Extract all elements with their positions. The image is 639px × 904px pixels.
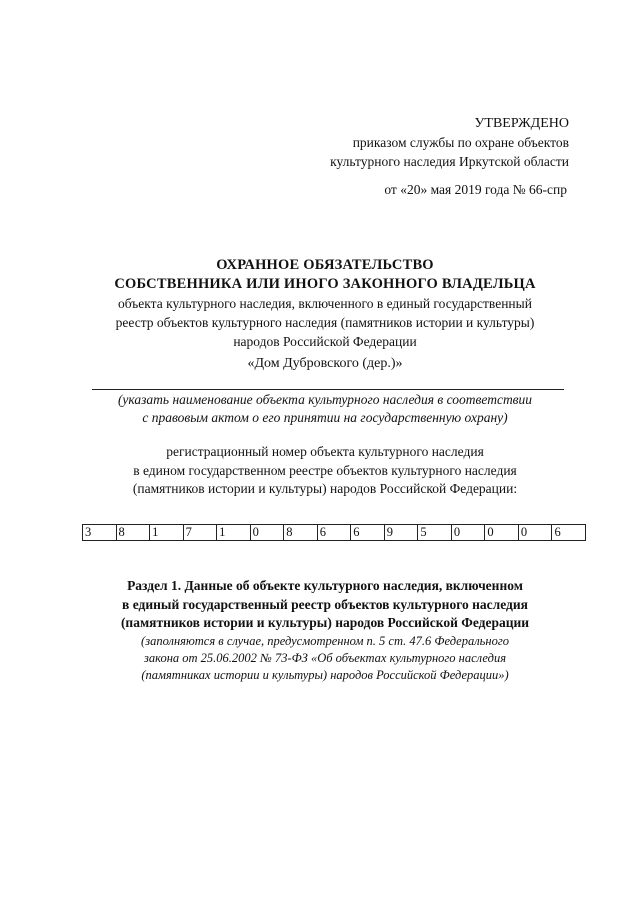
registration-line-1: регистрационный номер объекта культурного наследия — [166, 444, 484, 459]
object-name: «Дом Дубровского (дер.)» — [247, 356, 403, 371]
title-line-5: народов Российской Федерации — [233, 334, 417, 349]
registration-caption — [90, 443, 560, 499]
registration-digit-cell: 0 — [519, 525, 553, 540]
registration-digit-cell: 5 — [418, 525, 452, 540]
hint-line-2: с правовым актом о его принятии на государственную охрану) — [142, 410, 508, 425]
registration-digit-cell: 1 — [150, 525, 184, 540]
title-line-3: объекта культурного наследия, включенного в единый государственный — [118, 296, 532, 311]
registration-digit-cell: 0 — [452, 525, 486, 540]
title-line-2: СОБСТВЕННИКА ИЛИ ИНОГО ЗАКОННОГО ВЛАДЕЛЬЦА — [114, 276, 536, 292]
registration-digit-cell: 1 — [217, 525, 251, 540]
registration-line-3: (памятников истории и культуры) народов Российской Федерации: — [132, 481, 518, 496]
section-note-1: (заполняются в случае, предусмотренном п. 5 ст. 47.6 Федерального — [141, 633, 509, 648]
object-name-hint — [90, 391, 560, 427]
document-title — [90, 256, 560, 351]
hint-line-1: (указать наименование объекта культурного наследия в соответствии — [117, 392, 533, 407]
registration-digit-cell: 9 — [385, 525, 419, 540]
section-note-2: закона от 25.06.2002 № 73-ФЗ «Об объектах культурного наследия — [143, 650, 507, 665]
registration-digit-cell: 8 — [284, 525, 318, 540]
registration-digit-cell: 6 — [554, 525, 561, 539]
registration-digit-cell: 6 — [351, 525, 385, 540]
approval-line-2: культурного наследия Иркутской области — [330, 154, 569, 169]
registration-digit-cell: 6 — [318, 525, 352, 540]
section-1-heading — [90, 577, 560, 684]
section-line-2: в единый государственный реестр объектов культурного наследия — [122, 596, 528, 612]
section-line-3: (памятников истории и культуры) народов Российской Федерации — [120, 615, 530, 630]
approval-date: от «20» мая 2019 года № 66-спр — [384, 182, 567, 197]
registration-digit-cell: 3 — [83, 525, 117, 540]
section-note-3: (памятниках истории и культуры) народов Российской Федерации») — [141, 667, 509, 682]
section-line-1: Раздел 1. Данные об объекте культурного наследия, включенном — [127, 578, 523, 593]
title-line-4: реестр объектов культурного наследия (памятников истории и культуры) — [115, 315, 535, 330]
registration-digit-cell: 0 — [485, 525, 519, 540]
approval-block — [330, 114, 569, 199]
registration-number-table — [82, 524, 586, 541]
approval-line-1: приказом службы по охране объектов — [352, 135, 569, 150]
registration-digit-cell: 7 — [184, 525, 218, 540]
registration-line-2: в едином государственном реестре объектов культурного наследия — [133, 462, 517, 478]
title-line-1: ОХРАННОЕ ОБЯЗАТЕЛЬСТВО — [216, 257, 434, 273]
object-name-underline — [92, 389, 564, 390]
approval-heading: УТВЕРЖДЕНО — [474, 116, 569, 131]
registration-digit-cell: 0 — [251, 525, 285, 540]
registration-digit-cell: 8 — [117, 525, 151, 540]
